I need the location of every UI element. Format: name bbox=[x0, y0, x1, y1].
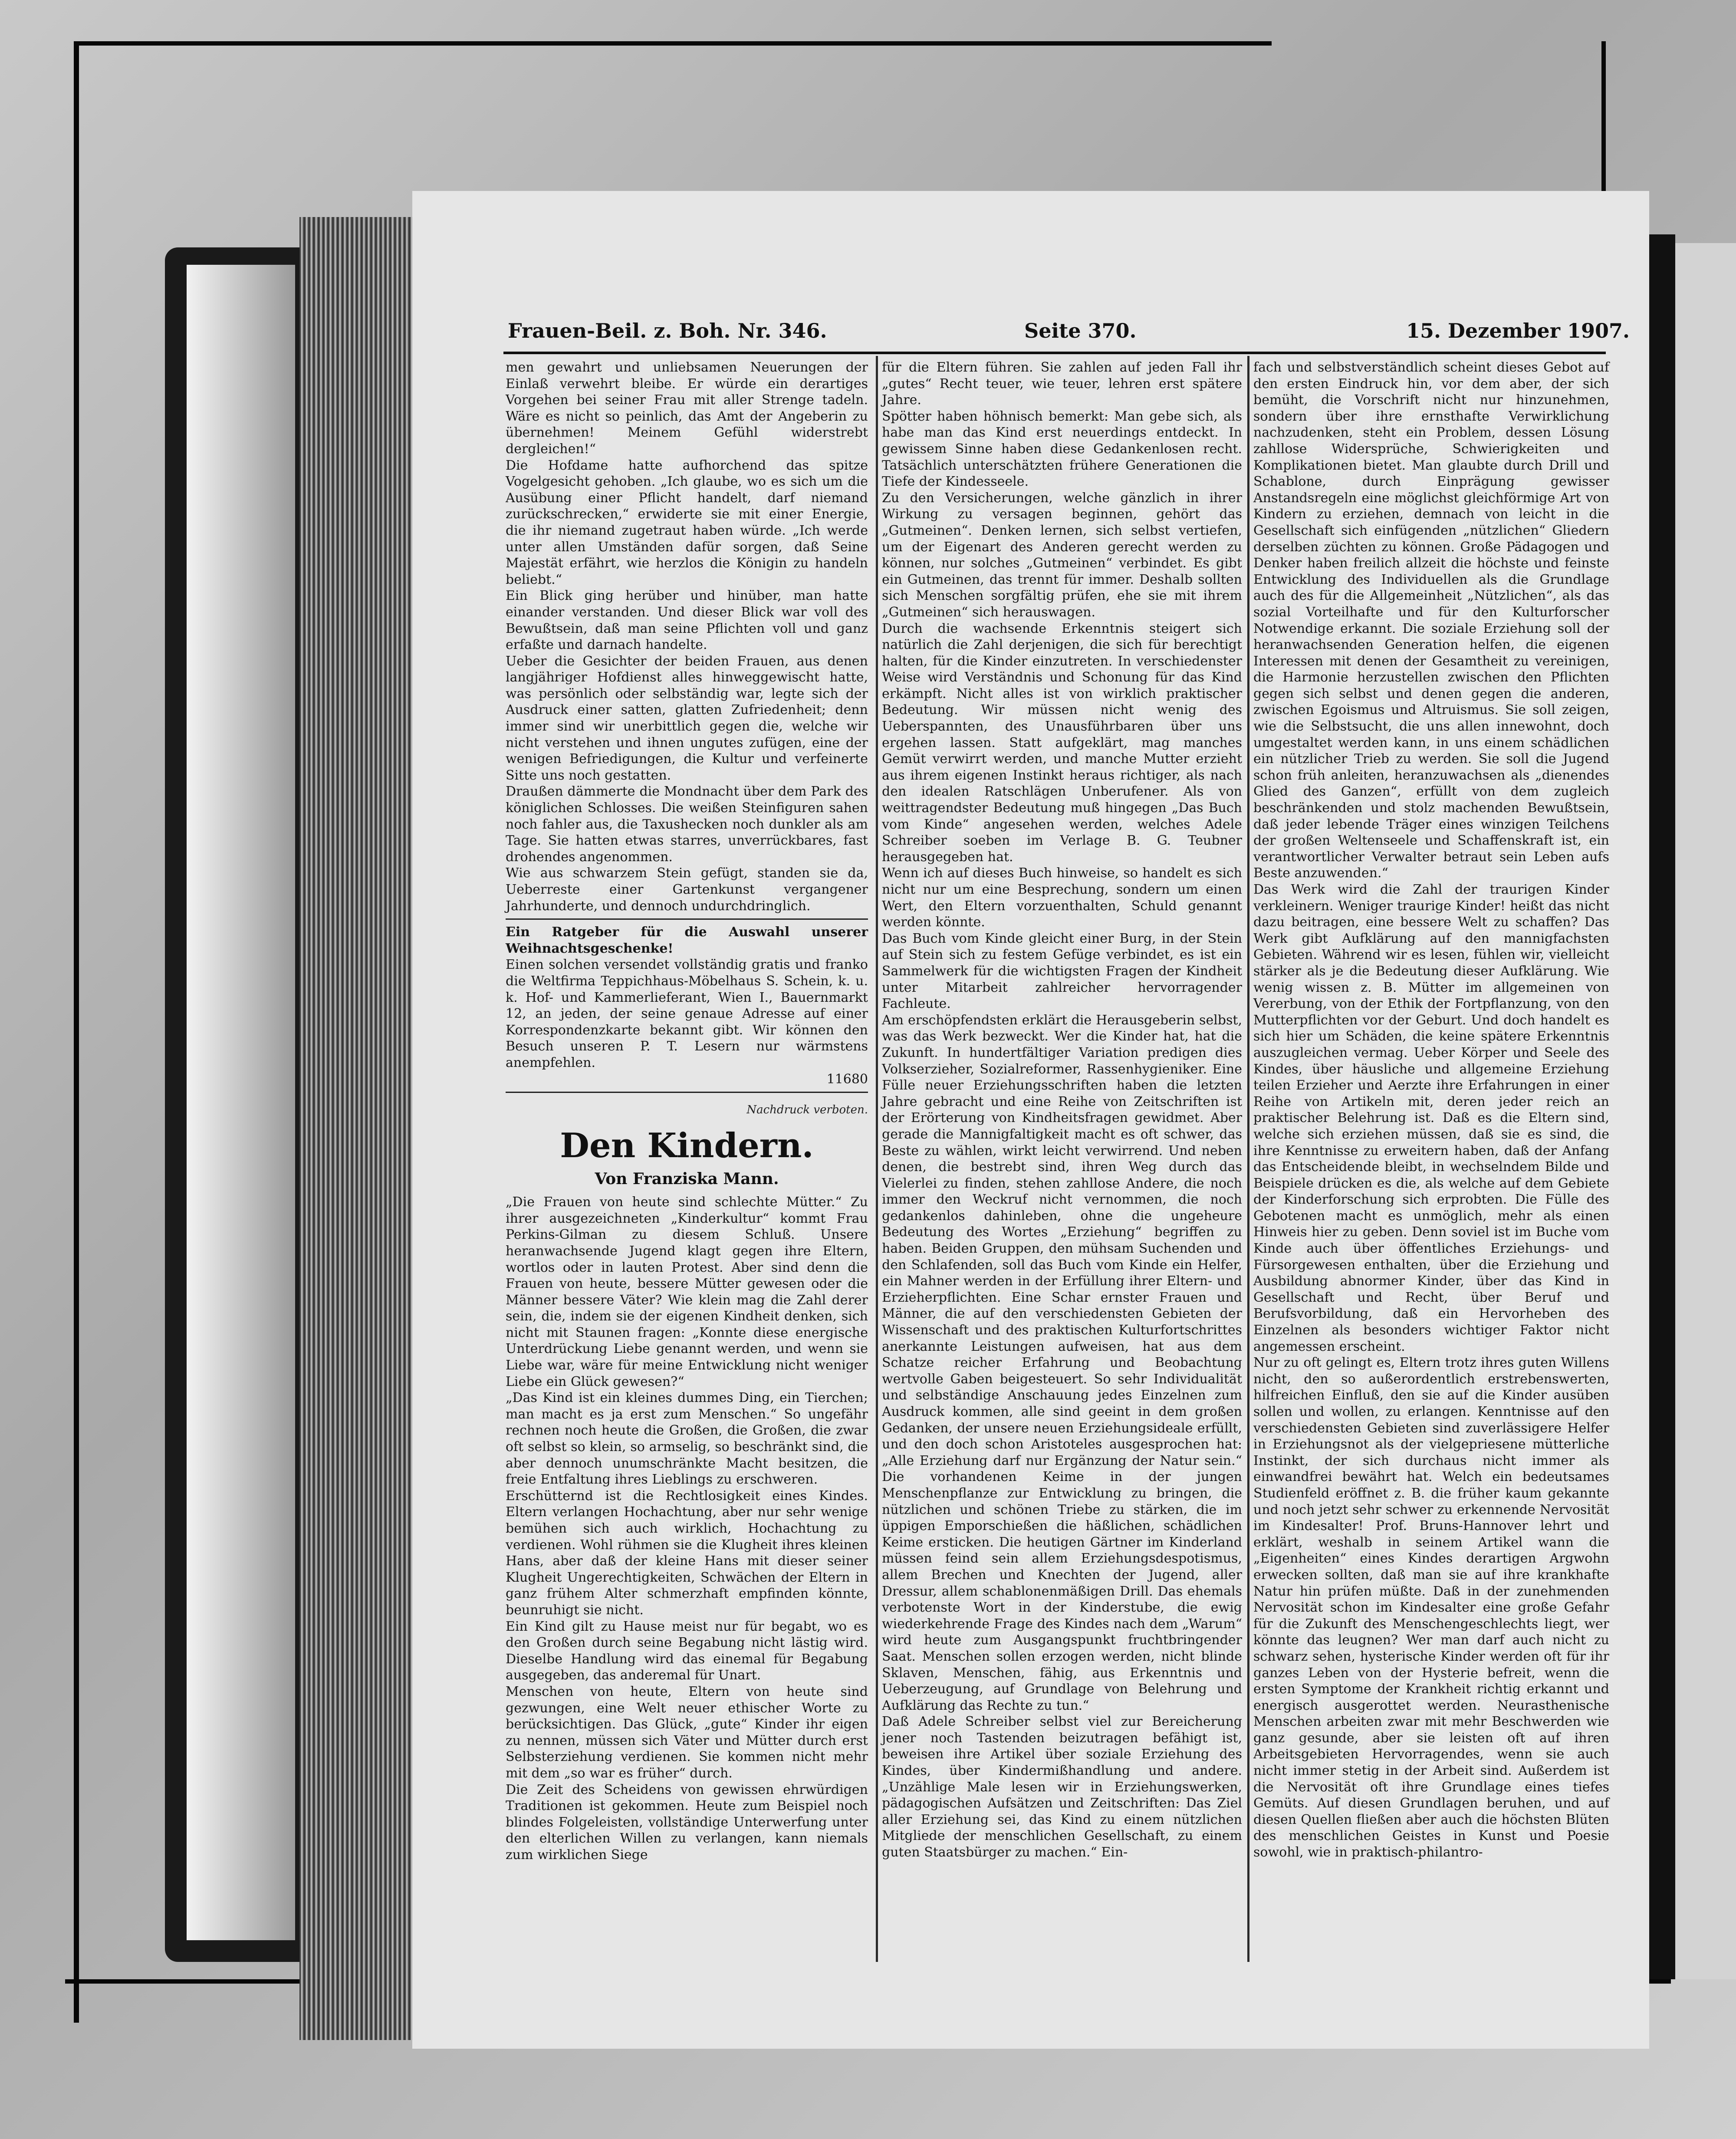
black-border-top-left bbox=[74, 43, 79, 2023]
article-paragraph: „Das Kind ist ein kleines dummes Ding, ein Tierchen; man macht es ja erst zum Menschen.“ So ungefähr rechnen noch heute die Großen, die Großen, die zwar oft selbst so klein, so armselig, so beschränkt sind, die aber dennoch unumschränkte Macht besitzen, die freie Entfaltung ihres Lieblings zu erschweren. bbox=[506, 1390, 868, 1487]
column-rule-2 bbox=[1247, 356, 1249, 1962]
column-rule-1 bbox=[876, 356, 878, 1962]
right-page-edge bbox=[1649, 234, 1675, 1979]
column-1 bbox=[506, 359, 868, 1965]
story-paragraph: Ein Blick ging herüber und hinüber, man hatte einander verstanden. Und dieser Blick war voll des Bewußtsein, daß man seine Pflichten voll und ganz erfaßte und darnach handelte. bbox=[506, 588, 868, 653]
article-paragraph: Daß Adele Schreiber selbst viel zur Bereicherung jener noch Tastenden beizutragen befähigt ist, beweisen ihre Artikel über soziale Erziehung des Kindes, über Kindermißhandlung und andere. „Unzählige Male lesen wir in Erziehungswerken, pädagogischen Aufsätzen und Zeitschriften: Das Ziel aller Erziehung sei, das Kind zu einem nützlichen Mitgliede der menschlichen Gesellschaft, zu einem guten Staatsbürger zu machen.“ Ein- bbox=[882, 1714, 1242, 1860]
story-paragraph: men gewahrt und unliebsamen Neuerungen der Einlaß verwehrt bleibe. Er würde ein derartiges Vorgehen bei seiner Frau mit aller Strenge tadeln. Wäre es nicht so peinlich, das Amt der Angeberin zu übernehmen! Meinem Gefühl widerstrebt dergleichen!“ bbox=[506, 360, 868, 457]
article-paragraph: Durch die wachsende Erkenntnis steigert sich natürlich die Zahl derjenigen, die sich für berechtigt halten, für die Kinder einzutreten. In verschiedenster Weise wird Verständnis und Schonung für das Kind erkämpft. Nicht alles ist von wirklich praktischer Bedeutung. Wir müssen nicht wenig des Ueberspannten, des Unausführbaren über uns ergehen lassen. Statt aufgeklärt, mag manches Gemüt verwirrt werden, und manche Mutter erzieht aus ihrem eigenen Instinkt heraus richtiger, als nach den idealen Ratschlägen Unberufener. Als von weittragendster Bedeutung muß hingegen „Das Buch vom Kinde“ angesehen werden, welches Adele Schreiber soeben im Verlage B. G. Teubner herausgegeben hat. bbox=[882, 621, 1242, 865]
article-paragraph: „Die Frauen von heute sind schlechte Mütter.“ Zu ihrer ausgezeichneten „Kinderkultur“ kommt Frau Perkins-Gilman zu diesem Schluß. Unsere heranwachsende Jugend klagt gegen ihre Eltern, wortlos oder in lauten Protest. Aber sind denn die Frauen von heute, bessere Mütter gewesen oder die Männer bessere Väter? Wie klein mag die Zahl derer sein, die, indem sie der eigenen Kindheit denken, sich nicht mit Staunen fragen: „Konnte diese energische Unterdrückung Liebe genannt werden, und wenn sie Liebe war, wäre für meine Entwicklung nicht weniger Liebe ein Glück gewesen?“ bbox=[506, 1195, 868, 1389]
column-2 bbox=[882, 359, 1242, 1965]
article-title: Den Kindern. bbox=[560, 1126, 814, 1166]
ad-headline: Ein Ratgeber für die Auswahl unserer Weihnachtsgeschenke! bbox=[506, 925, 868, 956]
article-paragraph: Wenn ich auf dieses Buch hinweise, so handelt es sich nicht nur um eine Besprechung, sondern um einen Wert, den Eltern vorzuenthalten, Schuld genannt werden könnte. bbox=[882, 865, 1242, 930]
story-paragraph: Wie aus schwarzem Stein gefügt, standen sie da, Ueberreste einer Gartenkunst vergangener Jahrhunderte, und dennoch undurchdringlich. bbox=[506, 865, 868, 914]
article-paragraph: Ein Kind gilt zu Hause meist nur für begabt, wo es den Großen durch seine Begabung nicht lästig wird. Dieselbe Handlung wird das einemal für Begabung ausgegeben, das anderemal für Unart. bbox=[506, 1619, 868, 1683]
article-paragraph: Nur zu oft gelingt es, Eltern trotz ihres guten Willens nicht, den so außerordentlich erstrebenswerten, hilfreichen Einfluß, den sie auf die Kinder ausüben sollen und wollen, zu erlangen. Kenntnisse auf den verschiedensten Gebieten sind zuverlässigere Helfer in Erziehungsnot als der vielgepriesene mütterliche Instinkt, der sich durchaus nicht immer als einwandfrei bewährt hat. Welch ein bedeutsames Studienfeld eröffnet z. B. die früher kaum gekannte und noch jetzt sehr schwer zu erkennende Nervosität im Kindesalter! Prof. Bruns-Hannover lehrt und erklärt, weshalb in seinem Artikel wann die „Eigenheiten“ eines Kindes derartigen Argwohn erwecken sollten, daß man sie auf ihre krankhafte Natur hin prüfen müßte. Daß in der zunehmenden Nervosität schon im Kindesalter eine große Gefahr für die Zukunft des Menschengeschlechts liegt, wer könnte das leugnen? Wer man darf auch nicht zu schwarz sehen, hysterische Kinder werden oft für ihr ganzes Leben von der Hysterie befreit, wenn die ersten Symptome der Krankheit richtig erkannt und energisch ausgerottet werden. Neurasthenische Menschen arbeiten zwar mit mehr Beschwerden wie ganz gesunde, aber sie leisten oft auf ihren Arbeitsgebieten Hervorragendes, wenn sie auch nicht immer stetig in der Arbeit sind. Außerdem ist die Nervosität oft ihre Grundlage eines tiefes Gemüts. Auf diesen Grundlagen beruhen, und auf diesen Quellen fließen aber auch die höchsten Blüten des menschlichen Geistes in Kunst und Poesie sowohl, wie in praktisch-philantro- bbox=[1253, 1355, 1609, 1860]
article-paragraph: fach und selbstverständlich scheint dieses Gebot auf den ersten Eindruck hin, vor dem aber, der sich bemüht, die Vorschrift nicht nur hinzunehmen, sondern über ihre ernsthafte Verwirklichung nachzudenken, steht ein Problem, dessen Lösung zahllose Widersprüche, Schwierigkeiten und Komplikationen bietet. Man glaubte durch Drill und Schablone, durch Einprägung gewisser Anstandsregeln eine möglichst gleichförmige Art von Kindern zu erziehen, demnach von leicht in die Gesellschaft sich einfügenden „nützlichen“ Gliedern derselben züchten zu können. Große Pädagogen und Denker haben freilich allzeit die höchste und feinste Entwicklung des Individuellen als die Grundlage auch des für die Allgemeinheit „Nützlichen“, als das sozial Vorteilhafte und für den Kulturforscher Notwendige erkannt. Die soziale Erziehung soll der heranwachsenden Generation helfen, die eigenen Interessen mit denen der Gesamtheit zu vereinigen, die Harmonie herzustellen zwischen den Pflichten gegen sich selbst und denen gegen die anderen, zwischen Egoismus und Altruismus. Sie soll zeigen, wie die Selbstsucht, die uns allen innewohnt, doch umgestaltet werden kann, in uns einem schädlichen ein nützlicher Trieb zu werden. Sie soll die Jugend schon früh anleiten, heranzuwachsen als „dienendes Glied des Ganzen“, erfüllt von dem zugleich beschränkenden und stolz machenden Bewußtsein, daß jeder lebende Träger eines winzigen Teilchens der großen Weltenseele und Schaffenskraft ist, ein verantwortlicher Verwalter betraut sein Leben aufs Beste anzuwenden.“ bbox=[1253, 360, 1609, 881]
article-paragraph: Am erschöpfendsten erklärt die Herausgeberin selbst, was das Werk bezweckt. Wer die Kinder hat, hat die Zukunft. In hundertfältiger Variation predigen dies Volkserzieher, Sozialreformer, Rassenhygieniker. Eine Fülle neuer Erziehungsschriften haben die letzten Jahre gebracht und eine Reihe von Zeitschriften ist der Erörterung von Kindheitsfragen gewidmet. Aber gerade die Mannigfaltigkeit macht es oft schwer, das Beste zu wählen, wirkt leicht verwirrend. Und neben denen, die bestrebt sind, ihren Weg durch das Vielerlei zu finden, stehen zahllose Andere, die noch immer den Weckruf nicht vernommen, die noch gedankenlos dahinleben, ohne die ungeheure Bedeutung des Wortes „Erziehung“ begriffen zu haben. Beiden Gruppen, den mühsam Suchenden und den Schlafenden, soll das Buch vom Kinde ein Helfer, ein Mahner werden in der Erfüllung ihrer Eltern- und Erzieherpflichten. Eine Schar ernster Frauen und Männer, die auf den verschiedensten Gebieten der Wissenschaft und des praktischen Kulturfortschrittes anerkannte Leistungen aufweisen, hat aus dem Schatze reicher Erfahrung und Beobachtung wertvolle Gaben beigesteuert. So sehr Individualität und selbständige Anschauung jedes Einzelnen zum Ausdruck kommen, alle sind geeint in dem großen Gedanken, der unsere neuen Erziehungsideale erfüllt, und den doch schon Aristoteles ausgesprochen hat: „Alle Erziehung darf nur Ergänzung der Natur sein.“ Die vorhandenen Keime in der jungen Menschenpflanze zur Entwicklung zu bringen, die nützlichen und schönen Triebe zu stärken, die im üppigen Emporschießen die häßlichen, schädlichen Keime ersticken. Die heutigen Gärtner im Kinderland müssen feind sein allem Erziehungsdespotismus, allem Brechen und Knechten der Jugend, aller Dressur, allem schablonenmäßigen Drill. Das ehemals verbotenste Wort in der Kinderstube, die ewig wiederkehrende Frage des Kindes nach dem „Warum“ wird heute zum Ausgangspunkt fruchtbringender Saat. Menschen sollen erzogen werden, nicht blinde Sklaven, Menschen, fähig, aus Erkenntnis und Ueberzeugung, auf Grundlage von Belehrung und Aufklärung das Rechte zu tun.“ bbox=[882, 1012, 1242, 1713]
right-page-fragment bbox=[1675, 243, 1736, 1979]
article-paragraph: Spötter haben höhnisch bemerkt: Man gebe sich, als habe man das Kind erst neuerdings entdeckt. In gewissem Sinne haben diese Gedankenlosen recht. Tatsächlich unterschätzten frühere Generationen die Tiefe der Kindesseele. bbox=[882, 408, 1242, 490]
article-paragraph: für die Eltern führen. Sie zahlen auf jeden Fall ihr „gutes“ Recht teuer, wie teuer, lehren erst spätere Jahre. bbox=[882, 360, 1242, 408]
column-3 bbox=[1253, 359, 1609, 1965]
reprint-notice: Nachdruck verboten. bbox=[746, 1103, 868, 1117]
black-border-top bbox=[74, 41, 1272, 46]
header-date: 15. Dezember 1907. bbox=[1406, 319, 1630, 342]
article-paragraph: Zu den Versicherungen, welche gänzlich in ihrer Wirkung zu versagen beginnen, gehört das „Gutmeinen“. Denken lernen, sich selbst vertiefen, um der Eigenart des Anderen gerecht werden zu können, nur solches „Gutmeinen“ verbindet. Es gibt ein Gutmeinen, das trennt für immer. Deshalb sollten sich Menschen sorgfältig prüfen, ehe sie mit ihrem „Gutmeinen“ sich herauswagen. bbox=[882, 490, 1242, 620]
article-paragraph: Die Zeit des Scheidens von gewissen ehrwürdigen Traditionen ist gekommen. Heute zum Beispiel noch blindes Folgeleisten, vollständige Unterwerfung unter den elterlichen Willen zu verlangen, kann niemals zum wirklichen Siege bbox=[506, 1782, 868, 1863]
article-paragraph: Das Buch vom Kinde gleicht einer Burg, in der Stein auf Stein sich zu festem Gefüge verbindet, es ist ein Sammelwerk für die wichtigsten Fragen der Kindheit unter Mitarbeit zahlreicher hervorragender Fachleute. bbox=[882, 931, 1242, 1012]
article-paragraph: Erschütternd ist die Rechtlosigkeit eines Kindes. Eltern verlangen Hochachtung, aber nur sehr wenige bemühen sich auch wirklich, Hochachtung zu verdienen. Wohl rühmen sie die Klugheit ihres kleinen Hans, aber daß der kleine Hans mit dieser seiner Klugheit Ungerechtigkeiten, Schwächen der Eltern in ganz frühem Alter schmerzhaft empfinden könnte, beunruhigt sie nicht. bbox=[506, 1488, 868, 1618]
header-rule bbox=[503, 352, 1606, 354]
story-paragraph: Ueber die Gesichter der beiden Frauen, aus denen langjähriger Hofdienst alles hinweggewischt hatte, was persönlich oder selbständig war, legte sich der Ausdruck einer satten, glatten Zufriedenheit; denn immer sind wir unerbittlich gegen die, welche wir nicht verstehen und ihnen ungutes zufügen, eine der wenigen Befriedigungen, die Kultur und verfeinerte Sitte uns noch gestatten. bbox=[506, 653, 868, 783]
story-paragraph: Die Hofdame hatte aufhorchend das spitze Vogelgesicht gehoben. „Ich glaube, wo es sich um die Ausübung einer Pflicht handelt, darf niemand zurückschrecken,“ erwiderte sie mit einer Energie, die ihr niemand zugetraut haben würde. „Ich werde unter allen Umständen dafür sorgen, daß Seine Majestät erfährt, wie herzlos die Königin zu handeln beliebt.“ bbox=[506, 457, 868, 587]
header-publication: Frauen-Beil. z. Boh. Nr. 346. bbox=[508, 319, 827, 342]
book-cover-inner bbox=[187, 265, 295, 1940]
story-paragraph: Draußen dämmerte die Mondnacht über dem Park des königlichen Schlosses. Die weißen Steinfiguren sahen noch fahler aus, die Taxushecken noch dunkler als am Tage. Sie hatten etwas starres, unverrückbares, fast drohendes angenommen. bbox=[506, 784, 868, 865]
ad-number: 11680 bbox=[826, 1071, 868, 1087]
article-paragraph: Menschen von heute, Eltern von heute sind gezwungen, eine Welt neuer ethischer Worte zu berücksichtigen. Das Glück, „gute“ Kinder ihr eigen zu nennen, müssen sich Väter und Mütter durch erst Selbsterziehung verdienen. Sie kommen nicht mehr mit dem „so war es früher“ durch. bbox=[506, 1684, 868, 1781]
ad-text: Einen solchen versendet vollständig gratis und franko die Weltfirma Teppichhaus-Möbelhaus S. Schein, k. u. k. Hof- und Kammerlieferant, Wien I., Bauernmarkt 12, an jeden, der seine genaue Adresse auf einer Korrespondenzkarte bekannt gibt. Wir können den Besuch unseren P. T. Lesern nur wärmstens anempfehlen. bbox=[506, 957, 868, 1070]
article-author: Von Franziska Mann. bbox=[595, 1170, 779, 1188]
advertisement bbox=[506, 918, 868, 1093]
article-paragraph: Das Werk wird die Zahl der traurigen Kinder verkleinern. Weniger traurige Kinder! heißt das nicht dazu beitragen, eine bessere Welt zu schaffen? Das Werk gibt Aufklärung auf den mannigfachsten Gebieten. Während wir es lesen, fühlen wir, vielleicht stärker als je die Bedeutung dieser Aufklärung. Wie wenig wissen z. B. Mütter im allgemeinen von Vererbung, von der Ethik der Fortpflanzung, von den Mutterpflichten vor der Geburt. Und doch handelt es sich hier um Schäden, die keine spätere Erkenntnis auszugleichen vermag. Ueber Körper und Seele des Kindes, über häusliche und allgemeine Erziehung teilen Erzieher und Aerzte ihre Erfahrungen in einer Reihe von Artikeln mit, deren jeder reich an praktischer Belehrung ist. Daß es die Eltern sind, welche sich erziehen müssen, daß sie es sind, die ihre Kenntnisse zu erweitern haben, daß der Anfang das Entscheidende bleibt, in wechselndem Bilde und Beispiele drücken es die, als welche auf dem Gebiete der Kinderforschung sich erprobten. Die Fülle des Gebotenen macht es unmöglich, mehr als einen Hinweis hier zu geben. Denn soviel ist im Buche vom Kinde auch über öffentliches Erziehungs- und Fürsorgewesen enthalten, über die Erziehung und Ausbildung abnormer Kinder, über das Kind in Gesellschaft und Recht, über Beruf und Berufsvorbildung, daß ein Hervorheben des Einzelnen als besonders wichtiger Faktor nicht angemessen erscheint. bbox=[1253, 882, 1609, 1354]
book-page-edges bbox=[299, 217, 412, 2040]
header-page-number: Seite 370. bbox=[1024, 319, 1137, 342]
